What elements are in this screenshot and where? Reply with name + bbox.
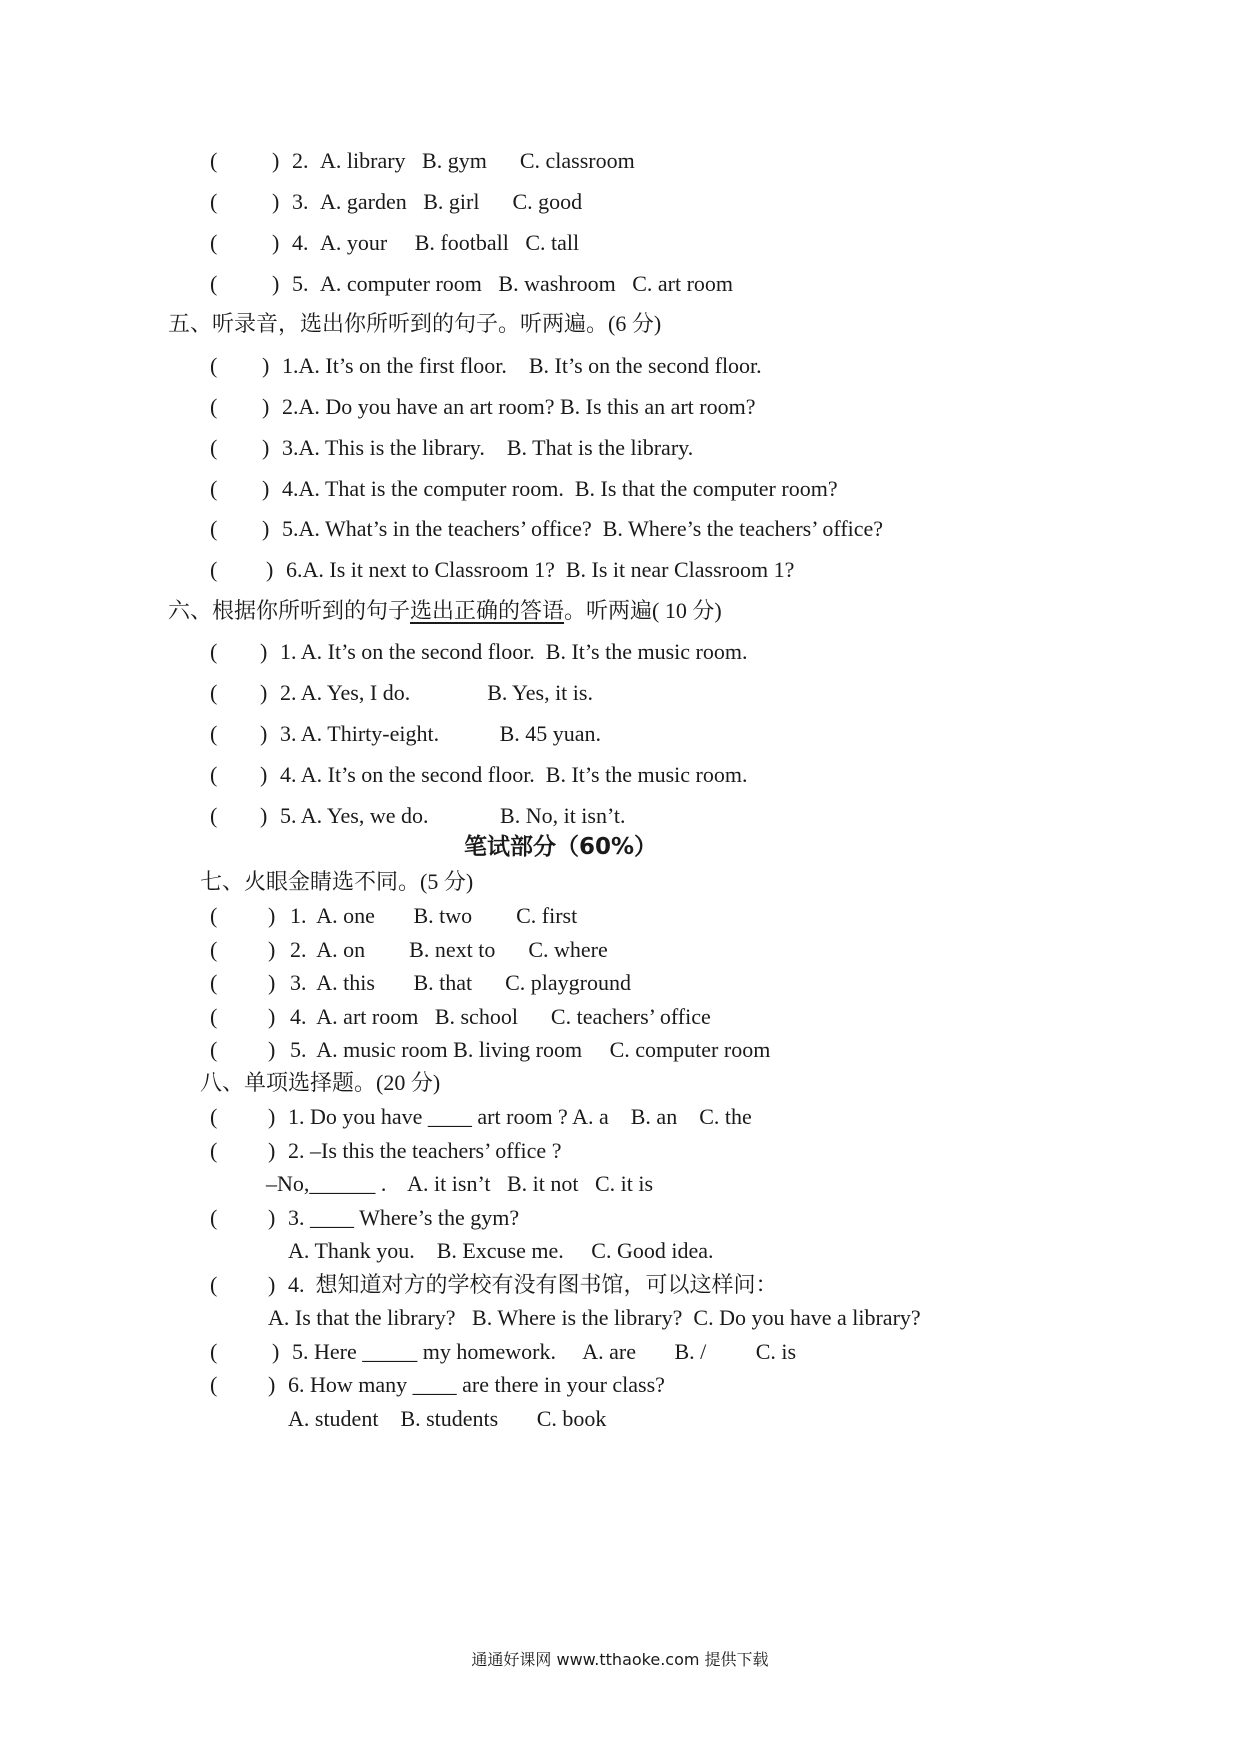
answer-paren-close: ) [272,1339,280,1364]
s5-item-4: 4.A. That is the computer room. B. Is that the computer room? [282,476,838,501]
answer-paren-open: ( [210,476,218,501]
answer-paren-close: ) [268,1104,276,1129]
answer-paren-close: ) [268,970,276,995]
answer-paren-open: ( [210,680,218,705]
answer-paren-close: ) [272,148,280,173]
s6-item-2: 2. A. Yes, I do. B. Yes, it is. [280,680,593,705]
answer-paren-close: ) [272,271,280,296]
answer-paren-close: ) [260,680,268,705]
answer-paren-close: ) [272,230,280,255]
answer-paren-open: ( [210,230,218,255]
answer-paren-close: ) [266,557,274,582]
s8-item-6-line-2: A. student B. students C. book [288,1406,607,1431]
written-part-title: 笔试部分（60%） [464,834,658,860]
answer-paren-open: ( [210,1272,218,1297]
answer-paren-close: ) [268,1004,276,1029]
answer-paren-open: ( [210,1138,218,1163]
answer-paren-open: ( [210,970,218,995]
answer-paren-open: ( [210,721,218,746]
section-6-heading-suffix: 。听两遍( 10 分) [564,598,722,623]
answer-paren-close: ) [262,353,270,378]
answer-paren-open: ( [210,1037,218,1062]
s5-item-1: 1.A. It’s on the first floor. B. It’s on the second floor. [282,353,762,378]
answer-paren-open: ( [210,189,218,214]
answer-paren-open: ( [210,639,218,664]
answer-paren-open: ( [210,1372,218,1397]
s7-item-2: 2. A. on B. next to C. where [290,937,608,962]
s8-item-6-line-1: 6. How many ____ are there in your class? [288,1372,665,1397]
s5-item-2: 2.A. Do you have an art room? B. Is this an art room? [282,394,756,419]
answer-paren-close: ) [268,1272,276,1297]
s8-item-1-line-1: 1. Do you have ____ art room ? A. a B. an C. the [288,1104,752,1129]
s4-item-2-text: A. library B. gym C. classroom [320,148,635,173]
s5-item-6: 6.A. Is it next to Classroom 1? B. Is it near Classroom 1? [286,557,795,582]
answer-paren-open: ( [210,148,218,173]
section-8-heading: 八、单项选择题。(20 分) [200,1070,441,1095]
s8-item-3-line-2: A. Thank you. B. Excuse me. C. Good idea. [288,1238,714,1263]
s8-item-3-line-1: 3. ____ Where’s the gym? [288,1205,520,1230]
answer-paren-close: ) [260,639,268,664]
answer-paren-open: ( [210,903,218,928]
answer-paren-close: ) [268,1037,276,1062]
answer-paren-open: ( [210,1104,218,1129]
s4-item-5-text: A. computer room B. washroom C. art room [320,271,734,296]
section-6-heading-prefix: 六、根据你所听到的句子 [168,598,411,623]
s6-item-3: 3. A. Thirty-eight. B. 45 yuan. [280,721,602,746]
s8-item-2-line-1: 2. –Is this the teachers’ office ? [288,1138,562,1163]
answer-paren-close: ) [268,1372,276,1397]
section-6-heading [168,596,722,626]
answer-paren-close: ) [262,394,270,419]
answer-paren-open: ( [210,1205,218,1230]
answer-paren-open: ( [210,1339,218,1364]
s5-item-3: 3.A. This is the library. B. That is the library. [282,435,694,460]
s8-item-4-line-1: 4. 想知道对方的学校有没有图书馆，可以这样问： [288,1272,778,1297]
s7-item-4: 4. A. art room B. school C. teachers’ office [290,1004,711,1029]
answer-paren-close: ) [268,1138,276,1163]
s4-item-3-num: 3. [292,189,309,214]
s4-item-4-num: 4. [292,230,309,255]
answer-paren-open: ( [210,435,218,460]
s6-item-5: 5. A. Yes, we do. B. No, it isn’t. [280,803,626,828]
answer-paren-close: ) [262,476,270,501]
answer-paren-open: ( [210,516,218,541]
answer-paren-open: ( [210,394,218,419]
answer-paren-open: ( [210,803,218,828]
answer-paren-open: ( [210,271,218,296]
s4-item-3-text: A. garden B. girl C. good [320,189,583,214]
s6-item-4: 4. A. It’s on the second floor. B. It’s the music room. [280,762,748,787]
answer-paren-close: ) [262,516,270,541]
answer-paren-open: ( [210,1004,218,1029]
answer-paren-close: ) [268,903,276,928]
s8-item-4-line-2: A. Is that the library? B. Where is the library? C. Do you have a library? [268,1305,921,1330]
section-7-heading: 七、火眼金睛选不同。(5 分) [200,869,474,894]
section-6-heading-underlined: 选出正确的答语 [410,598,565,623]
answer-paren-close: ) [268,1205,276,1230]
s4-item-2-num: 2. [292,148,309,173]
page-footer: 通通好课网 www.tthaoke.com 提供下载 [471,1650,769,1669]
answer-paren-open: ( [210,762,218,787]
answer-paren-open: ( [210,353,218,378]
s4-item-4-text: A. your B. football C. tall [320,230,580,255]
s5-item-5: 5.A. What’s in the teachers’ office? B. Where’s the teachers’ office? [282,516,884,541]
section-5-heading: 五、听录音，选出你所听到的句子。听两遍。(6 分) [168,311,662,336]
s8-item-2-line-2: –No,______ . A. it isn’t B. it not C. it is [266,1171,654,1196]
answer-paren-close: ) [260,762,268,787]
answer-paren-open: ( [210,557,218,582]
s6-item-1: 1. A. It’s on the second floor. B. It’s the music room. [280,639,748,664]
answer-paren-open: ( [210,937,218,962]
answer-paren-close: ) [260,803,268,828]
s7-item-1: 1. A. one B. two C. first [290,903,578,928]
answer-paren-close: ) [262,435,270,460]
s7-item-5: 5. A. music room B. living room C. computer room [290,1037,771,1062]
answer-paren-close: ) [260,721,268,746]
s7-item-3: 3. A. this B. that C. playground [290,970,631,995]
answer-paren-close: ) [272,189,280,214]
s4-item-5-num: 5. [292,271,309,296]
answer-paren-close: ) [268,937,276,962]
s8-item-5-line-1: 5. Here _____ my homework. A. are B. / C. is [292,1339,797,1364]
